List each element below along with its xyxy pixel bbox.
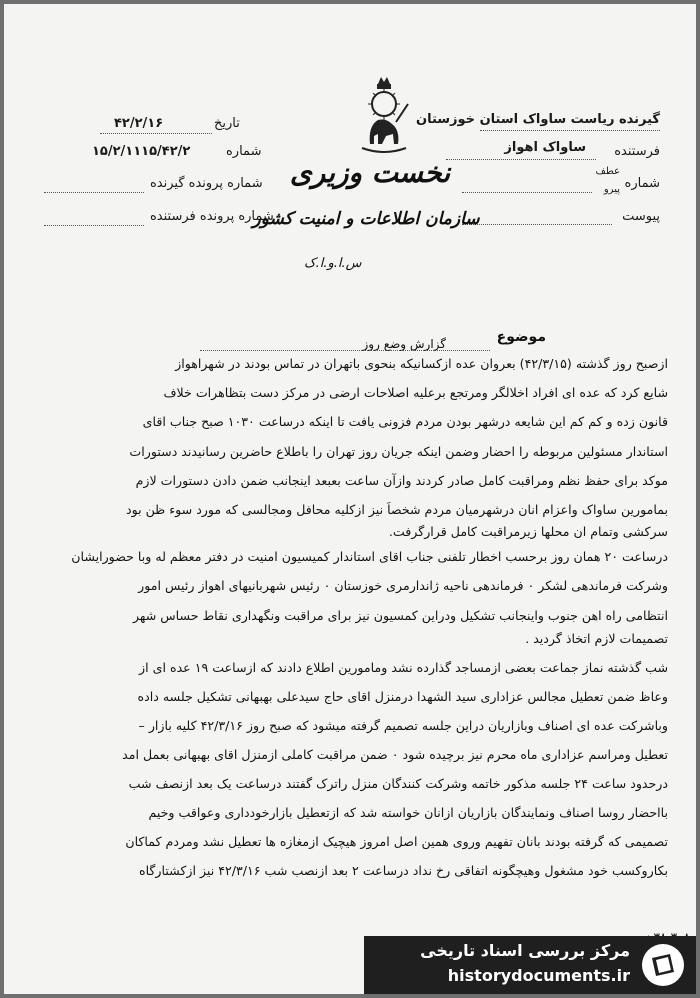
body-line: موکد برای حفظ نظم ومراقبت کامل صادر کردند وازآن ساعت بعبعد اینجانب ضمن دادن دستورات لازم: [135, 473, 668, 488]
body-line: درحدود ساعت ۲۴ جلسه مذکور خاتمه وشرکت کنندگان منزل راترک گفتند درساعت یک بعد ازنصف شب: [128, 776, 668, 791]
body-line: ازصبح روز گذشته (۴۲/۳/۱۵) بعروان عده ازکسانیکه بنحوی باتهران در تماس بودند در شهراهواز: [175, 356, 668, 371]
subject-label: موضوع: [496, 329, 546, 345]
body-line: وشرکت فرماندهی لشکر ۰ فرماندهی ناحیه ژاندارمری خوزستان ۰ رئیس شهربانیهای اهواز رئیس امور: [138, 578, 668, 593]
body-line: انتظامی راه اهن جنوب واینجانب تشکیل ودراین کمسیون نیز برای مراقبت ونگهداری نقاط حساس شهر: [132, 608, 668, 623]
date-underline: [100, 133, 212, 134]
watermark-url: historydocuments.ir: [447, 966, 630, 985]
peyro-label: پیرو: [603, 184, 620, 195]
letterhead-code: س.ا.و.ا.ک: [304, 256, 362, 271]
body-line: شب گذشته نماز جماعت بعضی ازمساجد گذارده نشد ومامورین اطلاع دادند که ازساعت ۱۹ عده ای از: [139, 660, 668, 675]
letterhead-title: نخست وزیری: [289, 156, 451, 189]
watermark-title: مرکز بررسی اسناد تاریخی: [420, 941, 630, 960]
body-line: سرکشی وتمام ان محلها زیرمراقبت کامل قرارگرفت.: [388, 524, 668, 539]
attachment-label: پیوست: [622, 209, 660, 224]
letterhead-subtitle: سازمان اطلاعات و امنیت کشور: [252, 209, 480, 229]
number-underline: [462, 192, 592, 193]
body-line: قانون زده و کم کم این شایعه درشهر بودن مردم فزونی یافت تا اینکه درساعت ۱۰۳۰ صبح جناب اقای: [142, 414, 668, 429]
sender-file-underline: [44, 225, 144, 226]
body-line: تصمیمی که گرفته بودند بانان تفهیم وروی همین اصل امروز هیچیک ازمغازه ها تعطیل نشد ومردم کماکان: [125, 834, 668, 849]
body-line: تصمیمات لازم اتخاذ گردید .: [525, 631, 668, 646]
number-label: شماره: [624, 176, 660, 191]
body-line: بمامورین ساواک واعزام انان درشهرمیان مردم شخصاً نیز ازکلیه محافل ومجالسی که مورد سوء ظن بود: [125, 502, 668, 517]
doc-number-label: شماره: [226, 144, 262, 159]
date-value: ۴۲/۲/۱۶: [114, 116, 164, 131]
receiver-file-label: شماره پرونده گیرنده: [150, 176, 263, 191]
receiver-underline: [480, 130, 660, 131]
subject-underline: [200, 350, 490, 351]
body-line: درساعت ۲۰ همان روز برحسب اخطار تلفنی جناب اقای استاندار کمیسیون امنیت در دفتر معظم له وبا حضورایشان: [71, 549, 668, 564]
body-line: وعاظ ضمن تعطیل مجالس عزاداری سید الشهدا درمنزل اقای حاج سیدعلی بهبهانی تشکیل جلسه داده: [137, 689, 668, 704]
body-line: شایع کرد که عده ای افراد اخلالگر ومرتجع برعلیه اصلاحات ارضی در مرکز دست بتظاهرات خلاف: [163, 385, 668, 400]
body-line: بکاروکسب خود مشغول وهیچگونه اتفاقی رخ نداد درساعت ۲ بعد ازنصب شب ۴۲/۳/۱۶ نیز ازکشتارگاه: [139, 863, 668, 878]
sender-file-label: شماره پرونده فرستنده: [150, 209, 274, 224]
archive-watermark: [364, 936, 696, 994]
receiver-file-underline: [44, 192, 144, 193]
subject-value: گزارش وضع روز: [362, 337, 446, 351]
sender-value: ساواک اهواز: [504, 140, 586, 155]
body-line: استاندار مسئولین مربوطه را احضار وضمن اینکه جریان روز تهران را باطلاع حاضرین رسانیدند دستورات: [129, 444, 668, 459]
body-line: وباشرکت عده ای اصناف وبازاریان دراین جلسه تصمیم گرفته میشود که صبح روز ۴۲/۳/۱۶ کلیه بازار –: [138, 718, 668, 733]
receiver-line: گیرنده ریاست ساواک استان خوزستان: [415, 112, 660, 127]
archive-logo-icon: [640, 942, 686, 988]
sender-label: فرستنده: [614, 144, 660, 159]
lion-and-sun-emblem-icon: [356, 74, 412, 156]
document-page: [4, 4, 696, 994]
doc-number-value: ۱۵/۲/۱۱۱۵/۴۲/۲: [92, 144, 191, 159]
body-line: تعطیل ومراسم عزاداری ماه محرم نیز برچیده شود ۰ ضمن مراقبت کاملی ازمنزل اقای بهبهانی بعمل امد: [122, 747, 668, 762]
body-line: بااحضار روسا اصناف ونمایندگان بازاریان ازانان خواسته شد که ازتعطیل بازارخودداری وعواقب وخیم: [148, 805, 668, 820]
atf-label: عطف: [595, 166, 620, 177]
date-label: تاریخ: [214, 116, 240, 131]
